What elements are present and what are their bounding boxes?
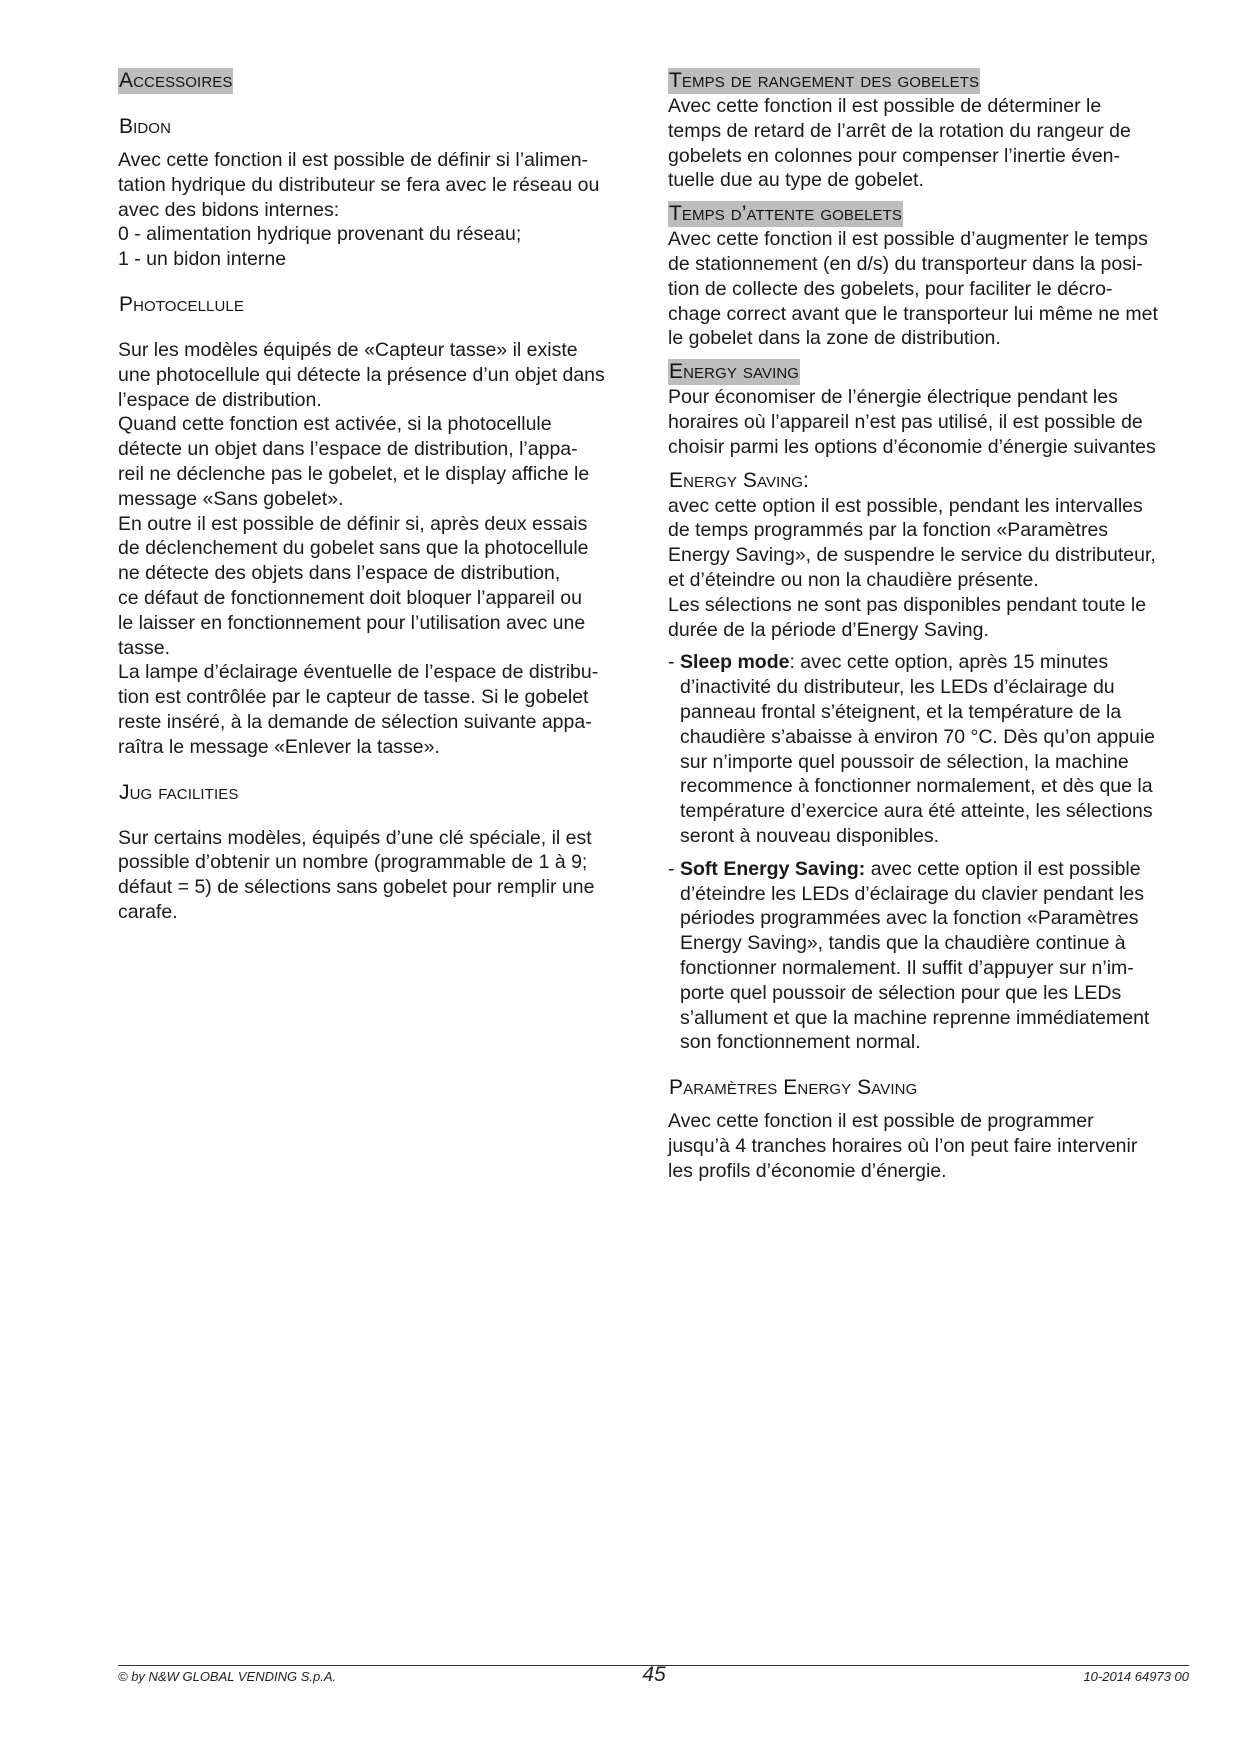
heading-parametres-energy-saving: Paramètres Energy Saving [669, 1076, 918, 1100]
page-number: 45 [642, 1663, 666, 1686]
soft-energy-saving-label: Soft Energy Saving: [680, 857, 866, 880]
section-heading-rangement: Temps de rangement des gobelets [669, 69, 980, 92]
paragraph-energy-saving: Pour économiser de l’énergie électrique pendant les horaires où l’appareil n’est pas utilisé, il est possible de choisir parmi les options d’économie d’énergie suivantes [668, 386, 1156, 458]
heading-energy-saving-option: Energy Saving: [669, 468, 809, 492]
paragraph-jug-facilities: Sur certains modèles, équipés d’une clé spéciale, il est possible d’obtenir un nombre (programmable de 1 à 9; défaut = 5) de sélections sans gobelet pour remplir une carafe. [118, 826, 595, 923]
section-heading-accessoires: Accessoires [119, 69, 233, 92]
section-heading-energy-saving: Energy saving [669, 360, 800, 384]
list-item-sleep-mode [668, 650, 1188, 848]
paragraph-photocellule: Sur les modèles équipés de «Capteur tasse» il existe une photocellule qui détecte la présence d’un objet dans l’espace de distribution. Quand cette fonction est activée, si la photocellule détecte un objet dans l’espace de distribution, l’appa- reil ne déclenche pas le gobelet, et le display affiche le message «Sans gobelet». En outre il est possible de définir si, après deux essais de déclenchement du gobelet sans que la photocellule ne détecte des objets dans l’espace de distribution, ce défaut de fonctionnement doit bloquer l’appareil ou le laisser en fonctionnement pour l’utilisation avec une tasse. La lampe d’éclairage éventuelle de l’espace de distribu- tion est contrôlée par le capteur de tasse. Si le gobelet reste inséré, à la demande de sélection suivante appa- raîtra le message «Enlever la tasse». [118, 338, 605, 758]
soft-energy-saving-text: avec cette option il est possible d’éteindre les LEDs d’éclairage du clavier pendant les périodes programmées avec la fonction «Paramètres Energy Saving», tandis que la chaudière continue à fonctionner normalement. Il suffit d’appuyer sur n’im- porte quel poussoir de sélection pour que les LEDs s’allument et que la machine reprenne immédiatement son fonctionnement normal. [680, 857, 1150, 1054]
footer-document-ref: 10-2014 64973 00 [1083, 1669, 1189, 1684]
paragraph-parametres-energy-saving: Avec cette fonction il est possible de programmer jusqu’à 4 tranches horaires où l’on peut faire intervenir les profils d’économie d’énergie. [668, 1110, 1138, 1182]
heading-bidon: Bidon [119, 115, 172, 138]
footer-copyright: © by N&W GLOBAL VENDING S.p.A. [118, 1669, 337, 1684]
paragraph-rangement: Avec cette fonction il est possible de déterminer le temps de retard de l’arrêt de la rotation du rangeur de gobelets en colonnes pour compenser l’inertie éven- tuelle due au type de gobelet. [668, 95, 1131, 192]
list-item-soft-energy-saving [668, 857, 1188, 1055]
heading-jug-facilities: Jug facilities [119, 780, 239, 804]
sleep-mode-label: Sleep mode [680, 651, 790, 674]
bullet-dash: - [668, 857, 675, 880]
paragraph-energy-saving-option: avec cette option il est possible, pendant les intervalles de temps programmés par la fonction «Paramètres Energy Saving», de suspendre le service du distributeur, et d’éteindre ou non la chaudière présente. Les sélections ne sont pas disponibles pendant toute le durée de la période d’Energy Saving. [668, 494, 1156, 641]
bullet-dash: - [668, 651, 675, 674]
section-heading-attente: Temps d’attente gobelets [669, 202, 902, 226]
paragraph-bidon: Avec cette fonction il est possible de définir si l’alimen- tation hydrique du distributeur se fera avec le réseau ou avec des bidons internes: 0 - alimentation hydrique provenant du réseau; 1 - un bidon interne [118, 149, 600, 271]
left-column [118, 68, 638, 925]
heading-photocellule: Photocellule [119, 292, 244, 316]
right-column [668, 68, 1188, 1183]
paragraph-attente: Avec cette fonction il est possible d’augmenter le temps de stationnement (en d/s) du transporteur dans la posi- tion de collecte des gobelets, pour faciliter le décro- chage correct avant que le transporteur lui même ne met le gobelet dans la zone de distribution. [668, 228, 1158, 350]
sleep-mode-text: : avec cette option, après 15 minutes d’inactivité du distributeur, les LEDs d’éclairage du panneau frontal s’éteignent, et la température de la chaudière s’abaisse à environ 70 °C. Dès qu’on appuie sur n’importe quel poussoir de sélection, la machine recommence à fonctionner normalement, et dès que la température d’exercice aura été atteinte, les sélections seront à nouveau disponibles. [680, 651, 1156, 847]
